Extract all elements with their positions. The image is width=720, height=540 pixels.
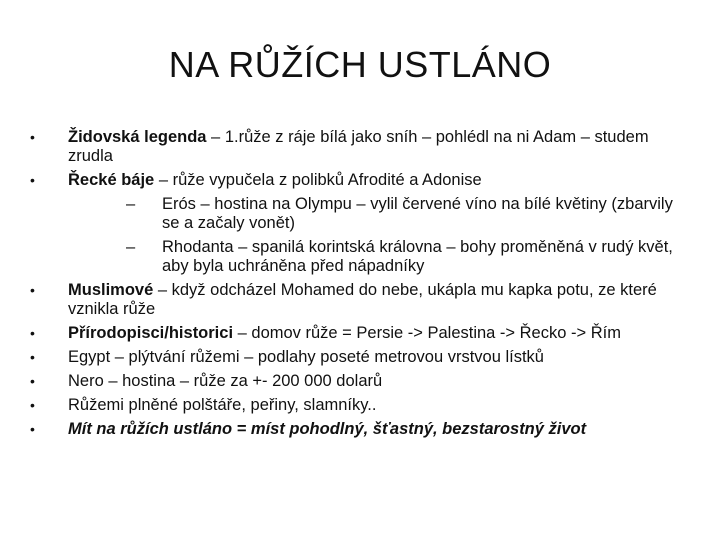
bullet-icon: •	[30, 172, 35, 188]
item-heading: Přírodopisci/historici	[68, 324, 234, 342]
item-text: Růžemi plněné polštáře, peřiny, slamníky..	[68, 396, 377, 414]
item-heading: Řecké báje	[68, 171, 155, 189]
item-text: – když odcházel Mohamed do nebe, ukápla mu kapka potu, ze které vznikla růže	[68, 281, 657, 318]
list-item	[30, 171, 690, 190]
bullet-icon: •	[30, 421, 35, 437]
list-item	[30, 324, 690, 343]
item-text: – růže vypučela z polibků Afrodité a Adonise	[154, 171, 482, 189]
list-item	[30, 281, 690, 319]
sub-item-text: Rhodanta – spanilá korintská královna – bohy proměněná v rudý květ, aby byla uchráněna před nápadníky	[162, 238, 673, 275]
bullet-list	[30, 128, 690, 444]
bullet-icon: •	[30, 373, 35, 389]
item-text-emphasis: Mít na růžích ustláno = míst pohodlný, šťastný, bezstarostný život	[68, 420, 587, 438]
item-heading: Muslimové	[68, 281, 154, 299]
sub-item-text: Erós – hostina na Olympu – vylil červené víno na bílé květiny (zbarvily se a začaly vonět)	[162, 195, 673, 232]
bullet-icon: •	[30, 325, 35, 341]
sub-list-item	[30, 238, 690, 276]
item-text: Egypt – plýtvání růžemi – podlahy poseté metrovou vrstvou lístků	[68, 348, 544, 366]
list-item	[30, 128, 690, 166]
list-item	[30, 348, 690, 367]
list-item	[30, 396, 690, 415]
dash-icon: –	[126, 238, 136, 256]
item-text: – 1.růže z ráje bílá jako sníh – pohlédl na ni Adam – studem zrudla	[68, 128, 649, 165]
bullet-icon: •	[30, 349, 35, 365]
list-item	[30, 420, 690, 439]
item-heading: Židovská legenda	[68, 128, 207, 146]
bullet-icon: •	[30, 129, 35, 145]
slide-title: NA RŮŽÍCH USTLÁNO	[168, 44, 552, 85]
list-item	[30, 372, 690, 391]
bullet-icon: •	[30, 282, 35, 298]
sub-list-item	[30, 195, 690, 233]
dash-icon: –	[126, 195, 136, 213]
item-text: Nero – hostina – růže za +- 200 000 dolarů	[68, 372, 383, 390]
item-text: – domov růže = Persie -> Palestina -> Řecko -> Řím	[233, 324, 621, 342]
bullet-icon: •	[30, 397, 35, 413]
